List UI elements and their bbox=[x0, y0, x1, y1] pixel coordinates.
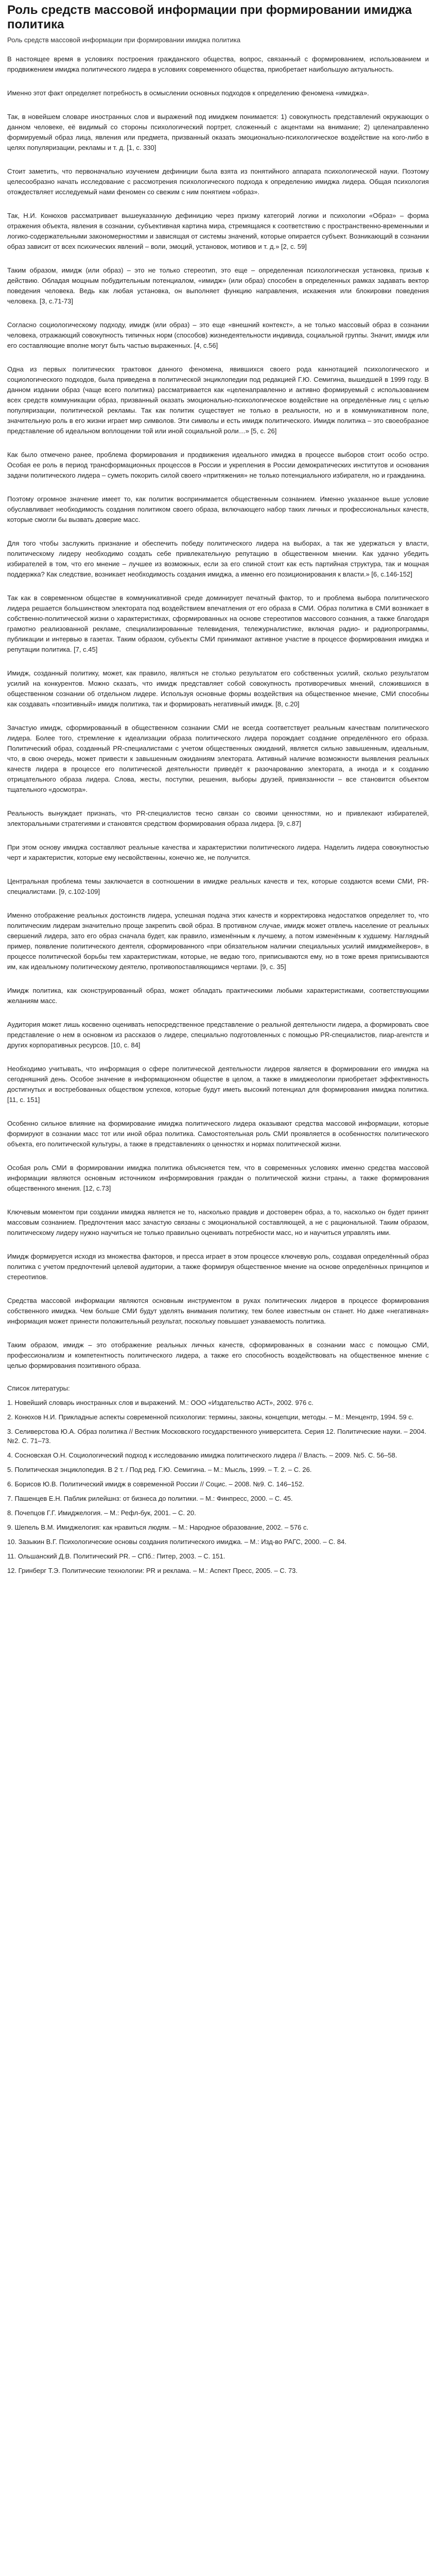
article-paragraph: Зачастую имидж, сформированный в общественном сознании СМИ не всегда соответствует реальным качествам политического лидера. Более того, стремление к идеализации образа политического лидера порождает создание определённого его образа. Политический образ, созданный PR-специалистами с учетом общественных ожиданий, является сильно завышенным, идеальным, что, в свою очередь, может привести к завышенным ожиданиям электората. Активный наличие возможности выявления реальных качеств лидера в процессе его политической деятельности приведёт к разочарованию электората, а иногда и к созданию отрицательного образа лидера. Слова, жесты, поступки, решения, выборы друзей, привязанности – все становится объектом тщательного «досмотра». bbox=[7, 724, 429, 793]
article-paragraph: Центральная проблема темы заключается в соотношении в имидже реальных качеств и тех, которые создаются всеми СМИ, PR-специалистами. [9, с.102-109] bbox=[7, 877, 429, 895]
bibliography-item: 1. Новейший словарь иностранных слов и выражений. М.: ООО «Издательство АСТ», 2002. 976 с. bbox=[7, 1399, 313, 1406]
article-paragraph: Таким образом, имидж (или образ) – это не только стереотип, это еще – определенная психологическая установка, призыв к действию. Обладая мощным побудительным потенциалом, «имидж» (или образ) способен в определенных рамках задавать вектор поведения человека. Ведь как любая установка, он выполняет функцию направления, искажения или блокировки поведения человека. [3, с.71-73] bbox=[7, 266, 429, 305]
bibliography-heading: Список литературы: bbox=[7, 1384, 70, 1392]
article-paragraph: Необходимо учитывать, что информация о сфере политической деятельности лидеров является в формировании его имиджа на сегодняшний день. Особое значение в информационном обществе в целом, а также в имиджеологии приобретает эффективность достигнутых и востребованных обществом успехов, которые будут иметь высокий потенциал для формирования имиджа политика. [11, с. 151] bbox=[7, 1065, 429, 1104]
article-paragraph: Таким образом, имидж – это отображение реальных личных качеств, сформированных в сознании масс с помощью СМИ, профессионализм и компетентность политического лидера, а также его способность воздействовать на общественное мнение с целью формирования позитивного образа. bbox=[7, 1341, 429, 1369]
bibliography-item: 2. Конюхов Н.И. Прикладные аспекты современной психологии: термины, законы, концепции, методы. – М.: Менцентр, 1994. 59 с. bbox=[7, 1413, 414, 1421]
article-paragraph: Ключевым моментом при создании имиджа является не то, насколько правдив и достоверен образ, а то, насколько он будет принят массовым сознанием. Предпочтения масс зачастую связаны с эмоциональной составляющей, а не с рациональной. Таким образом, политическому лидеру нужно научиться не только правильно оценивать потребности масс, но и научиться управлять ими. bbox=[7, 1208, 429, 1236]
article-paragraph: Средства массовой информации являются основным инструментом в руках политических лидеров в процессе формирования собственного имиджа. Чем больше СМИ будут уделять внимания политику, тем более известным он станет. Но даже «негативная» информация может принести положительный результат, поскольку повышает узнаваемость политика. bbox=[7, 1297, 429, 1325]
bibliography-item: 9. Шепель В.М. Имиджелогия: как нравиться людям. – М.: Народное образование, 2002. – 576 с. bbox=[7, 1523, 309, 1531]
article-paragraph: Аудитория может лишь косвенно оценивать непосредственное представление о реальной деятельности лидера, а формировать свое представление о нем в основном из рассказов о лидере, специально подготовленных с помощью PR-специалистов, пиар-агентств и других корпоративных ресурсов. [10, с. 84] bbox=[7, 1021, 429, 1049]
bibliography-list bbox=[7, 1398, 429, 1575]
article-paragraph: Для того чтобы заслужить признание и обеспечить победу политического лидера на выборах, а так же удержаться у власти, политическому лидеру необходимо создать себе привлекательную репутацию в общественном мнении. Как удачно убедить избирателей в том, что его мнение – лучшее из возможных, если за его спиной стоит как есть партийная структура, так и мощная поддержка? Как следствие, возникает необходимость создания имиджа, а именно его позиционирования к власти.» [6, с.146-152] bbox=[7, 539, 429, 578]
bibliography-item: 7. Пашенцев Е.Н. Паблик рилейшнз: от бизнеса до политики. – М.: Финпресс, 2000. – С. 45. bbox=[7, 1495, 293, 1502]
article-paragraph: Именно этот факт определяет потребность в осмыслении основных подходов к определению феномена «имиджа». bbox=[7, 89, 369, 97]
article-paragraph: В настоящее время в условиях построения гражданского общества, вопрос, связанный с формированием, использованием и продвижением имиджа политического лидера в условиях современного общества, приобретает наибольшую актуальность. bbox=[7, 55, 429, 73]
article-body bbox=[7, 54, 429, 1371]
article-paragraph: Имидж, созданный политику, может, как правило, являться не столько результатом его собственных усилий, сколько результатом усилий на конкурентов. Можно сказать, что имидж представляет собой совокупность противоречивых мнений, сложившихся в общественном сознании об отдельном лидере. Используя основные формы воздействия на общественное мнение, СМИ способны как создавать «позитивный» имидж политика, так и формировать негативный имидж. [8, с.20] bbox=[7, 669, 429, 708]
article-paragraph: Одна из первых политических трактовок данного феномена, явившихся своего рода каннотацией психологического и социологического подходов, была приведена в политической энциклопедии под редакцией Г.Ю. Семигина, вышедшей в 1999 году. В данном издании образ (чаще всего политика) рассматривается как «целенаправленно и активно формируемый с использованием всех средств коммуникации образ, призванный оказать эмоционально-психологическое воздействие на определённые лиц с целью популяризации, политической рекламы. Так как политик существует не только в реальности, но и в коммуникативном поле, значительную роль в его жизни играет мир символов. Эти символы и есть имидж политического. Имидж политика – это своеобразное представление об идеальном воплощении той или иной социальной роли…» [5, с. 26] bbox=[7, 365, 429, 435]
article-paragraph: Имидж формируется исходя из множества факторов, и пресса играет в этом процессе ключевую роль, создавая определённый образ политика с учетом предпочтений целевой аудитории, а также формируя общественное мнение на основе определённых принципов и стереотипов. bbox=[7, 1252, 429, 1281]
article-paragraph: Имидж политика, как сконструированный образ, может обладать практическими любыми характеристиками, соответствующими желаниям масс. bbox=[7, 987, 429, 1005]
bibliography-item: 8. Почепцов Г.Г. Имиджелогия. – М.: Рефл-бук, 2001. – С. 20. bbox=[7, 1509, 196, 1517]
article-paragraph: Согласно социологическому подходу, имидж (или образ) – это еще «внешний контекст», а не только массовый образ в сознании человека, отражающий совокупность типичных норм (способов) жизнедеятельности индивида, социальной группы. Значит, имидж или его составляющие вполне могут быть частью выраженных. [4, с.56] bbox=[7, 321, 429, 349]
article-paragraph: Особая роль СМИ в формировании имиджа политика объясняется тем, что в современных условиях именно средства массовой информации являются основным источником информирования граждан о политической жизни страны, а также формирования общественного мнения. [12, с.73] bbox=[7, 1164, 429, 1192]
article-paragraph: Стоит заметить, что первоначально изучением дефиниции была взята из понятийного аппарата психологической науки. Поэтому целесообразно начать исследование с рассмотрения психологического подхода к определению имиджа лидера. Общая психология отождествляет исследуемый нами феномен со свежим с ним понятием «образ». bbox=[7, 167, 429, 196]
article-paragraph: Так как в современном обществе в коммуникативной среде доминирует печатный фактор, то и проблема выбора политического лидера решается большинством электората под воздействием впечатления от его образа в СМИ. Образ политика в СМИ возникает в собственно-политической жизни о характеристиках, сформированных на основе стереотипов массового сознания, а также благодаря грамотно реализованной рекламе, специализированные телевидения, тележурналистике, включая радио- и радиопрограммы, публикации и интервью в газетах. Таким образом, субъекты СМИ принимают активное участие в процессе формирования имиджа и репутации политика. [7, с.45] bbox=[7, 594, 429, 653]
article-paragraph: Как было отмечено ранее, проблема формирования и продвижения идеального имиджа в процессе выборов стоит особо остро. Особая ее роль в период трансформационных процессов в России и укрепления в России демократических институтов и основания задачи политического лидера – суметь покорить силой своего «притяжения» не только потенциального избирателя, но и гражданина. bbox=[7, 451, 429, 479]
bibliography-item: 11. Ольшанский Д.В. Политический PR. – СПб.: Питер, 2003. – С. 151. bbox=[7, 1552, 225, 1560]
article-paragraph: Так, в новейшем словаре иностранных слов и выражений под имиджем понимается: 1) совокупность представлений окружающих о данном человеке, её видимый со стороны психологический портрет, сложенный с акцентами на внимание; 2) целенаправленно формируемый образ лица, явления или предмета, призванный оказать эмоционально-психологическое воздействие на кого-либо в целях популяризации, рекламы и т. д. [1, с. 330] bbox=[7, 113, 429, 151]
bibliography-item: 6. Борисов Ю.В. Политический имидж в современной России // Социс. – 2008. №9. С. 146–152. bbox=[7, 1480, 304, 1488]
article-paragraph: Именно отображение реальных достоинств лидера, успешная подача этих качеств и корректировка недостатков определяет то, что политическим лидерам значительно проще закрепить свой образ. В противном случае, имидж может отвлечь население от реальных свершений лидера, зато его образ сначала будет, как правило, изменённым к лучшему, а потом изменённым к худшему. Наглядный пример, появление политического деятеля, сформированного «при обязательном наличии специальных усилий имиджмейкеров», в процессе политической борьбы тем характеристикам, которые, не ведаю того, приписываются ему, но в тоже время приписываются им, как идеальному политическому деятелю, противопоставляющимся чертами. [9, с. 35] bbox=[7, 911, 429, 971]
article-paragraph: Особенно сильное влияние на формирование имиджа политического лидера оказывают средства массовой информации, которые формируют в сознании масс тот или иной образ политика. Самостоятельная роль СМИ проявляется в особенностях политического объекта, его политической культуры, а также в представлениях о ценностях и нормах политической жизни. bbox=[7, 1120, 429, 1148]
article-paragraph: Реальность вынуждает признать, что PR-специалистов тесно связан со своими ценностями, но и привлекают избирателей, электоральными стратегиями и становятся средством формирования образа лидера. [9, с.87] bbox=[7, 809, 429, 827]
bibliography-item: 5. Политическая энциклопедия. В 2 т. / Под ред. Г.Ю. Семигина. – М.: Мысль, 1999. – Т. 2. – С. 26. bbox=[7, 1466, 312, 1473]
article-paragraph: Так, Н.И. Конюхов рассматривает вышеуказанную дефиницию через призму категорий логики и психологии «Образ» – форма отражения объекта, явления в сознании, субъективная картина мира, стремящаяся к соответствию с пространственно-временными и логико-содержательными закономерностями и зависящая от системы значений, которые опирается субъект. Возникающий в сознании образ зависит от всех психических явлений – воли, эмоций, установок, мотивов и т. д.» [2, с. 59] bbox=[7, 212, 429, 250]
bibliography-item: 3. Селиверстова Ю.А. Образ политика // Вестник Московского государственного университета. Серия 12. Политические науки. – 2004. №2. С. 71–73. bbox=[7, 1428, 426, 1445]
bibliography-item: 4. Сосновская О.Н. Социологический подход к исследованию имиджа политического лидера // Власть. – 2009. №5. С. 56–58. bbox=[7, 1451, 397, 1459]
bibliography-item: 12. Гринберг Т.Э. Политические технологии: PR и реклама. – М.: Аспект Пресс, 2005. – С. 73. bbox=[7, 1567, 298, 1574]
bibliography-item: 10. Зазыкин В.Г. Психологические основы создания политического имиджа. – М.: Изд-во РАГС, 2000. – С. 84. bbox=[7, 1538, 346, 1546]
article-paragraph: Поэтому огромное значение имеет то, как политик воспринимается общественным сознанием. Именно указанное выше условие обуславливает необходимость создания политиком своего образа, включающего набор таких личных и профессиональных качеств, которые смогли бы вызвать доверие масс. bbox=[7, 495, 429, 523]
article-paragraph: При этом основу имиджа составляют реальные качества и характеристики политического лидера. Наделить лидера совокупностью черт и характеристик, которые ему несвойственны, конечно же, не получится. bbox=[7, 843, 429, 861]
article-subtitle: Роль средств массовой информации при формировании имиджа политика bbox=[7, 36, 241, 44]
article-title: Роль средств массовой информации при формировании имиджа политика bbox=[7, 3, 412, 31]
